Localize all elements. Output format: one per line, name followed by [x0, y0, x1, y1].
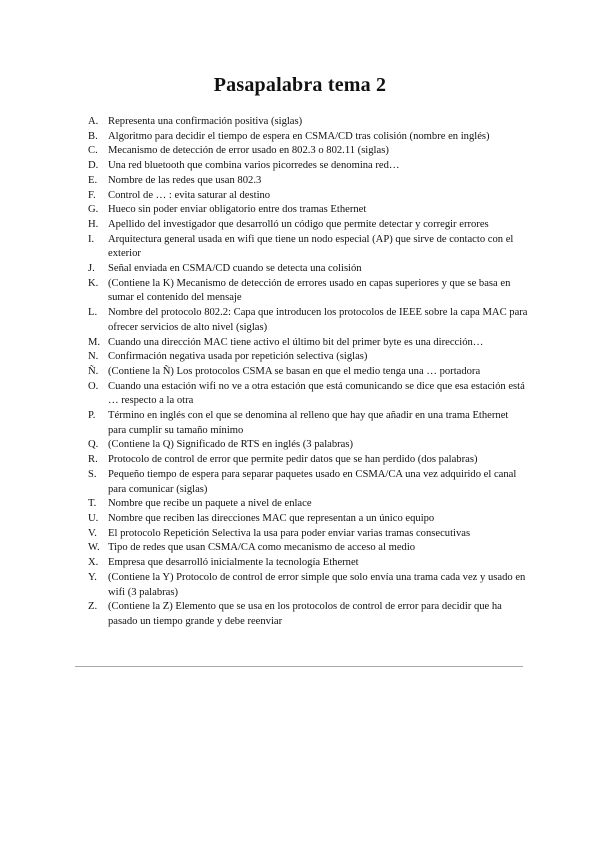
question-text: Tipo de redes que usan CSMA/CA como mecanismo de acceso al medio	[108, 542, 416, 554]
question-text: Señal enviada en CSMA/CD cuando se detecta una colisión	[108, 263, 362, 275]
question-letter: D.	[88, 160, 99, 172]
question-letter: X.	[88, 557, 99, 569]
question-text: Una red bluetooth que combina varios picorredes se denomina red…	[108, 160, 400, 172]
question-text: Nombre de las redes que usan 802.3	[108, 174, 262, 186]
question-letter: E.	[88, 174, 98, 186]
question-letter: V.	[88, 527, 97, 539]
question-text: (Contiene la K) Mecanismo de detección de errores usado en capas superiores y que se basa en sumar el contenido del mensaje	[108, 277, 511, 304]
question-letter: Ñ.	[88, 365, 99, 377]
question-item	[88, 218, 528, 233]
question-text: Control de … : evita saturar al destino	[108, 189, 271, 201]
question-item	[88, 512, 528, 527]
question-letter: W.	[88, 542, 100, 554]
question-letter: L.	[88, 307, 98, 319]
question-text: Arquitectura general usada en wifi que tiene un nodo especial (AP) que sirve de contacto con el exterior	[108, 233, 514, 260]
question-item	[88, 306, 528, 335]
question-text: Cuando una dirección MAC tiene activo el último bit del primer byte es una dirección…	[108, 336, 484, 348]
question-text: El protocolo Repetición Selectiva la usa para poder enviar varias tramas consecutivas	[108, 527, 471, 539]
question-letter: H.	[88, 218, 99, 230]
question-letter: M.	[88, 336, 101, 348]
question-text: (Contiene la Ñ) Los protocolos CSMA se basan en que el medio tenga una … portadora	[108, 365, 481, 377]
question-text: (Contiene la Q) Significado de RTS en inglés (3 palabras)	[108, 439, 354, 451]
question-letter: K.	[88, 277, 99, 289]
question-text: Algoritmo para decidir el tiempo de espera en CSMA/CD tras colisión (nombre en inglés)	[108, 130, 490, 142]
question-letter: B.	[88, 130, 98, 142]
question-item	[88, 159, 528, 174]
question-text: Mecanismo de detección de error usado en 802.3 o 802.11 (siglas)	[108, 145, 389, 157]
question-letter: G.	[88, 204, 99, 216]
question-text: Protocolo de control de error que permite pedir datos que se han perdido (dos palabras)	[108, 454, 478, 466]
question-letter: U.	[88, 512, 99, 524]
question-item	[88, 115, 528, 130]
question-letter: J.	[88, 263, 95, 275]
question-item	[88, 189, 528, 204]
question-item	[88, 365, 528, 380]
question-item	[88, 527, 528, 542]
footer-divider	[75, 666, 523, 667]
question-item	[88, 497, 528, 512]
question-letter: C.	[88, 145, 98, 157]
question-text: Nombre que reciben las direcciones MAC que representan a un único equipo	[108, 512, 435, 524]
question-letter: O.	[88, 380, 99, 392]
question-item	[88, 453, 528, 468]
question-item	[88, 233, 528, 262]
question-item	[88, 174, 528, 189]
question-text: Cuando una estación wifi no ve a otra estación que está comunicando se dice que esa estación está … respecto a la otra	[108, 380, 525, 407]
question-letter: F.	[88, 189, 96, 201]
question-letter: Q.	[88, 439, 99, 451]
question-item	[88, 556, 528, 571]
question-letter: Y.	[88, 571, 97, 583]
question-item	[88, 600, 528, 629]
question-text: Confirmación negativa usada por repetición selectiva (siglas)	[108, 351, 368, 363]
question-item	[88, 468, 528, 497]
question-item	[88, 277, 528, 306]
question-text: Pequeño tiempo de espera para separar paquetes usado en CSMA/CA una vez adquirido el canal para comunicar (siglas)	[108, 468, 517, 495]
question-text: (Contiene la Y) Protocolo de control de error simple que solo envía una trama cada vez y usado en wifi (3 palabras)	[108, 571, 526, 598]
question-list	[88, 115, 528, 630]
question-letter: T.	[88, 498, 97, 510]
question-letter: R.	[88, 454, 98, 466]
question-item	[88, 262, 528, 277]
question-text: Término en inglés con el que se denomina al relleno que hay que añadir en una trama Ethernet para cumplir su tamaño mínimo	[108, 410, 509, 436]
question-letter: S.	[88, 468, 97, 480]
question-item	[88, 409, 528, 438]
question-item	[88, 130, 528, 145]
question-item	[88, 380, 528, 409]
question-letter: P.	[88, 410, 96, 422]
question-item	[88, 350, 528, 365]
question-text: Apellido del investigador que desarrolló un código que permite detectar y corregir errores	[108, 218, 489, 230]
question-text: Hueco sin poder enviar obligatorio entre dos tramas Ethernet	[108, 204, 367, 216]
question-letter: A.	[88, 116, 99, 127]
question-item	[88, 203, 528, 218]
question-item	[88, 336, 528, 351]
question-text: Representa una confirmación positiva (siglas)	[108, 116, 303, 127]
question-letter: Z.	[88, 601, 98, 613]
question-letter: I.	[88, 233, 95, 245]
question-text: Nombre que recibe un paquete a nivel de enlace	[108, 498, 312, 510]
question-letter: N.	[88, 351, 99, 363]
question-text: (Contiene la Z) Elemento que se usa en los protocolos de control de error para decidir que ha pasado un tiempo grande y debe reenviar	[108, 601, 502, 627]
question-item	[88, 541, 528, 556]
question-item	[88, 144, 528, 159]
document-title: Pasapalabra tema 2	[213, 74, 387, 96]
question-item	[88, 438, 528, 453]
question-text: Empresa que desarrolló inicialmente la tecnología Ethernet	[108, 557, 359, 569]
question-item	[88, 571, 528, 600]
question-text: Nombre del protocolo 802.2: Capa que introducen los protocolos de IEEE sobre la capa MAC para ofrecer servicios de alto nivel (siglas)	[108, 307, 528, 333]
